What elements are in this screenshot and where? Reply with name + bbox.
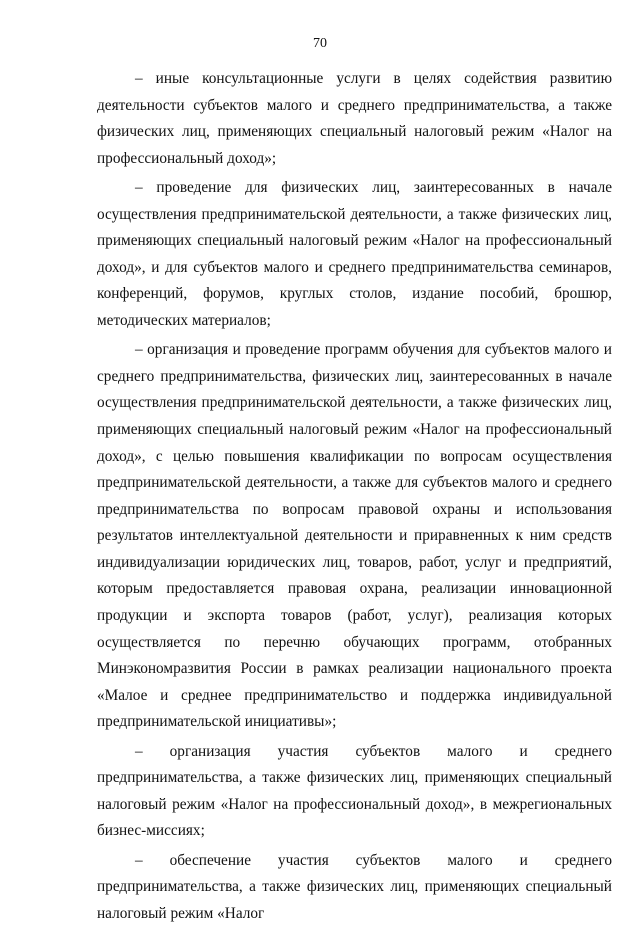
paragraph-training-programs: – организация и проведение программ обучения для субъектов малого и среднего предпринимательства, физических лиц, заинтересованных в начале осуществления предпринимательской деятельности, а также физических лиц, применяющих специальный налоговый режим «Налог на профессиональный доход», с целью повышения квалификации по вопросам осуществления предпринимательской деятельности, а также для субъектов малого и среднего предпринимательства по вопросам правовой охраны и использования результатов интеллектуальной деятельности и приравненных к ним средств индивидуализации юридических лиц, товаров, работ, услуг и предприятий, которым предоставляется правовая охрана, реализации инновационной продукции и экспорта товаров (работ, услуг), реализация которых осуществляется по перечню обучающих программ, отобранных Минэкономразвития России в рамках реализации национального проекта «Малое и среднее предпринимательство и поддержка индивидуальной предпринимательской инициативы»; bbox=[97, 341, 612, 731]
paragraph-consulting-services: – иные консультационные услуги в целях содействия развитию деятельности субъектов малого и среднего предпринимательства, а также физических лиц, применяющих специальный налоговый режим «Налог на профессиональный доход»; bbox=[97, 70, 612, 167]
document-body bbox=[97, 66, 612, 927]
paragraph-participation: – обеспечение участия субъектов малого и среднего предпринимательства, а также физических лиц, применяющих специальный налоговый режим «Налог bbox=[97, 851, 612, 922]
paragraph-business-missions: – организация участия субъектов малого и среднего предпринимательства, а также физических лиц, применяющих специальный налоговый режим «Налог на профессиональный доход», в межрегиональных бизнес-миссиях; bbox=[97, 742, 612, 840]
page-number: 70 bbox=[313, 36, 327, 51]
paragraph-seminars: – проведение для физических лиц, заинтересованных в начале осуществления предпринимательской деятельности, а также физических лиц, применяющих специальный налоговый режим «Налог на профессиональный доход», и для субъектов малого и среднего предпринимательства семинаров, конференций, форумов, круглых столов, издание пособий, брошюр, методических материалов; bbox=[97, 178, 612, 329]
